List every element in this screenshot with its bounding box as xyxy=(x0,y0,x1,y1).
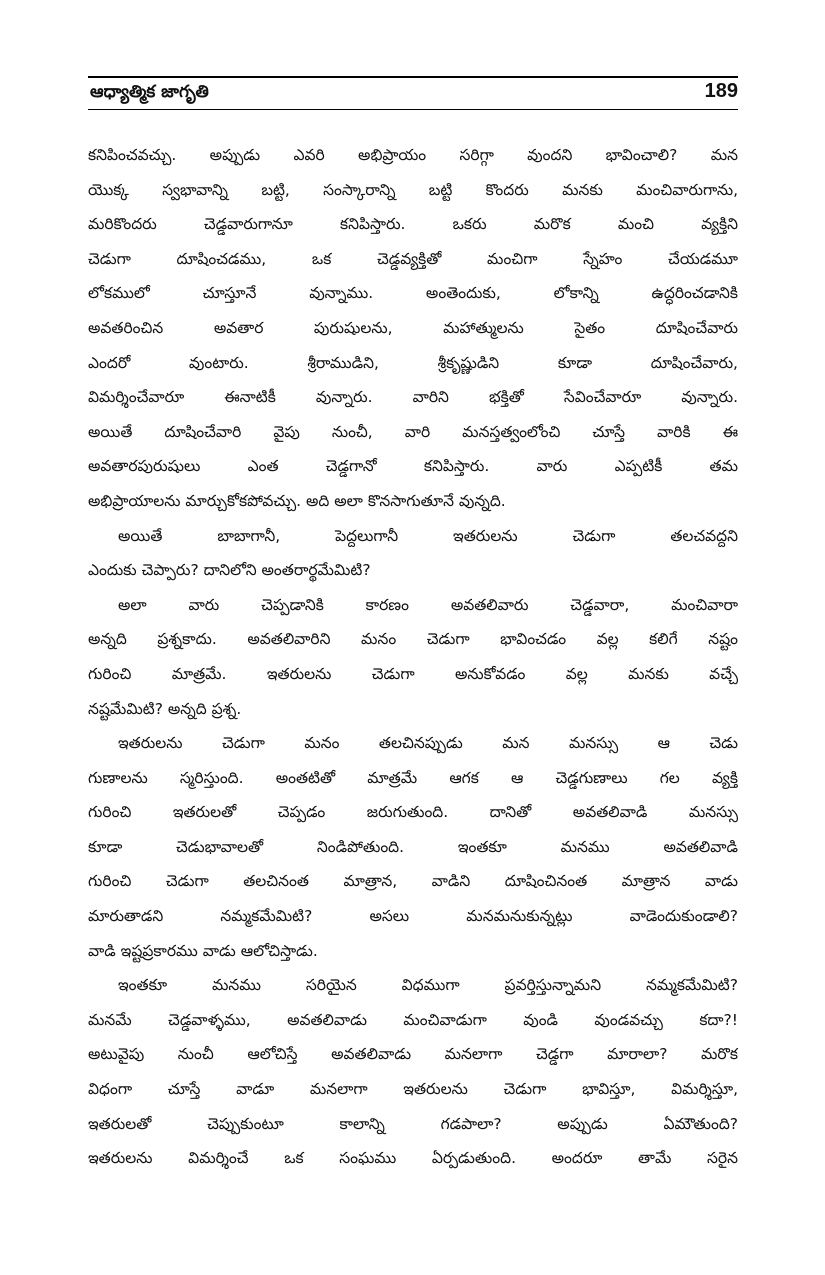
text-line: మారుతాడని నమ్మకమేమిటి? అసలు మనమనుకున్నట్లు వాడెందుకుండాలి? xyxy=(88,907,738,926)
text-line: అభిప్రాయాలను మార్చుకోకపోవచ్చు. అది అలా కొనసాగుతూనే వున్నది. xyxy=(88,491,506,510)
text-line: యొక్క స్వభావాన్ని బట్టి, సంస్కారాన్ని బట్టి కొందరు మనకు మంచివారుగాను, xyxy=(88,180,738,199)
text-line: ఇంతకూ మనము సరియైన విధముగా ప్రవర్తిస్తున్నామని నమ్మకమేమిటి? xyxy=(118,976,738,995)
text-line: విధంగా చూస్తే వాడూ మనలాగా ఇతరులను చెడుగా భావిస్తూ, విమర్శిస్తూ, xyxy=(88,1080,738,1099)
text-line: అటువైపు నుంచీ ఆలోచిస్తే అవతలివాడు మనలాగా చెడ్డగా మారాలా? మరొక xyxy=(88,1045,738,1064)
text-line: గురించి ఇతరులతో చెప్పడం జరుగుతుంది. దానితో అవతలివాడి మనస్సు xyxy=(88,803,738,822)
text-line: ఇతరులతో చెప్పుకుంటూ కాలాన్ని గడపాలా? అప్పుడు ఏమౌతుంది? xyxy=(88,1114,738,1133)
text-line: విమర్శించేవారూ ఈనాటికీ వున్నారు. వారిని భక్తితో సేవించేవారూ వున్నారు. xyxy=(88,388,738,407)
text-line: అయితే దూషించేవారి వైపు నుంచీ, వారి మనస్తత్వంలోంచి చూస్తే వారికి ఈ xyxy=(88,422,738,441)
header-bottom-rule xyxy=(88,109,738,110)
text-line: ఎందరో వుంటారు. శ్రీరాముడిని, శ్రీకృష్ణుడిని కూడా దూషించేవారు, xyxy=(88,353,738,372)
text-line: గురించి చెడుగా తలచినంత మాత్రాన, వాడిని దూషించినంత మాత్రాన వాడు xyxy=(88,872,738,891)
running-header xyxy=(88,76,738,110)
text-line: అవతారపురుషులు ఎంత చెడ్డగానో కనిపిస్తారు. వారు ఎప్పటికీ తమ xyxy=(88,457,738,476)
text-line: నష్టమేమిటి? అన్నది ప్రశ్న. xyxy=(88,699,242,718)
body-text xyxy=(88,138,738,1176)
page-number: 189 xyxy=(704,80,738,102)
text-line: మనమే చెడ్డవాళ్ళము, అవతలివాడు మంచివాడుగా వుండి వుండవచ్చు కదా?! xyxy=(88,1010,738,1029)
text-line: అలా వారు చెప్పడానికి కారణం అవతలివారు చెడ్డవారా, మంచివారా xyxy=(118,595,738,614)
text-line: అయితే బాబాగానీ, పెద్దలుగానీ ఇతరులను చెడుగా తలచవద్దని xyxy=(118,526,738,545)
text-line: కూడా చెడుభావాలతో నిండిపోతుంది. ఇంతకూ మనము అవతలివాడి xyxy=(88,837,738,856)
text-line: అన్నది ప్రశ్నకాదు. అవతలివారిని మనం చెడుగా భావించడం వల్ల కలిగే నష్టం xyxy=(88,630,738,649)
text-line: కనిపించవచ్చు. అప్పుడు ఎవరి అభిప్రాయం సరిగ్గా వుందని భావించాలి? మన xyxy=(88,146,738,164)
text-line: ఇతరులను చెడుగా మనం తలచినప్పుడు మన మనస్సు ఆ చెడు xyxy=(118,734,738,753)
text-line: గుణాలను స్మరిస్తుంది. అంతటితో మాత్రమే ఆగక ఆ చెడ్డగుణాలు గల వ్యక్తి xyxy=(88,768,738,787)
header-top-rule xyxy=(88,76,738,78)
text-line: మరికొందరు చెడ్డవారుగానూ కనిపిస్తారు. ఒకరు మరొక మంచి వ్యక్తిని xyxy=(88,215,738,234)
text-line: వాడి ఇష్టప్రకారము వాడు ఆలోచిస్తాడు. xyxy=(88,941,318,960)
text-line: గురించి మాత్రమే. ఇతరులను చెడుగా అనుకోవడం వల్ల మనకు వచ్చే xyxy=(88,664,738,683)
text-line: ఇతరులను విమర్శించే ఒక సంఘము ఏర్పడుతుంది. అందరూ తామే సరైన xyxy=(88,1149,738,1168)
book-title: ఆధ్యాత్మిక జాగృతి xyxy=(90,82,209,102)
text-line: ఎందుకు చెప్పారు? దానిలోని అంతరార్థమేమిటి? xyxy=(88,561,371,580)
text-line: లోకములో చూస్తూనే వున్నాము. అంతెందుకు, లోకాన్ని ఉద్ధరించడానికి xyxy=(88,284,738,303)
text-line: చెడుగా దూషించడము, ఒక చెడ్డవ్యక్తితో మంచిగా స్నేహం చేయడమూ xyxy=(88,249,738,268)
text-line: అవతరించిన అవతార పురుషులను, మహాత్ములను సైతం దూషించేవారు xyxy=(88,318,738,337)
